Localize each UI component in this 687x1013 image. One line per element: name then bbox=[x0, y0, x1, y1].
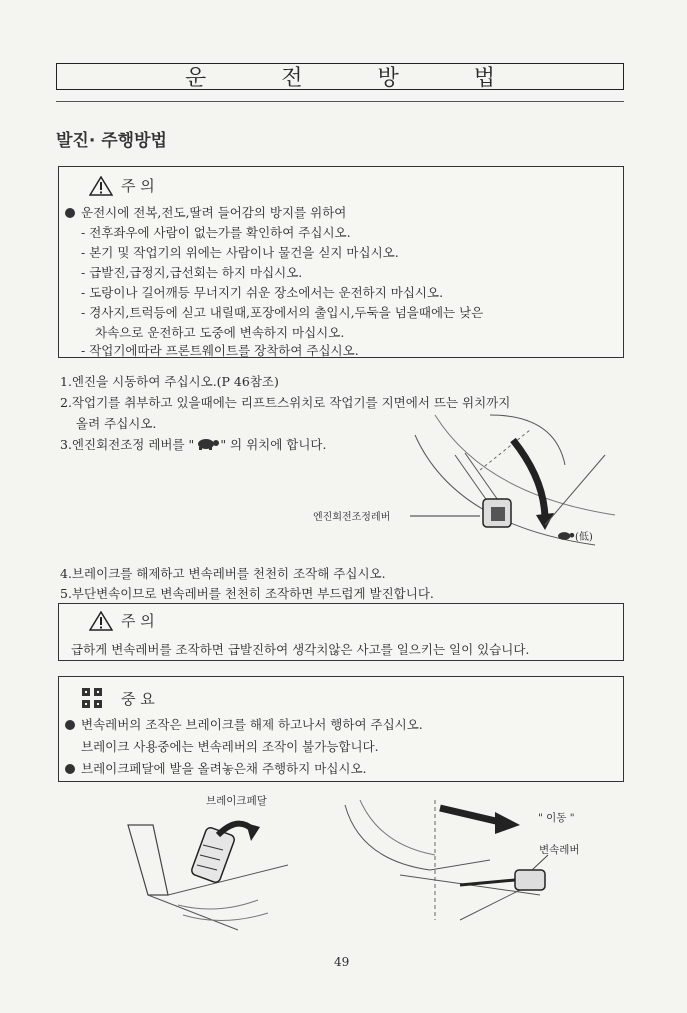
page-number: 49 bbox=[334, 955, 350, 969]
caution-text: 급하게 변속레버를 조작하면 급발진하여 생각치않은 사고를 일으키는 일이 있습니다. bbox=[71, 642, 530, 657]
important-line: 브레이크 사용중에는 변속레버의 조작이 불가능합니다. bbox=[81, 739, 379, 754]
important-line: 변속레버의 조작은 브레이크를 해제 하고나서 행하여 주십시오. bbox=[65, 715, 423, 733]
warning-triangle-icon bbox=[89, 611, 113, 631]
caution-line: - 작업기에따라 프론트웨이트를 장착하여 주십시오. bbox=[81, 343, 359, 358]
step-text: 올려 주십시오. bbox=[76, 416, 157, 431]
caution-line: - 도랑이나 길어깨등 무너지기 쉬운 장소에서는 운전하지 마십시오. bbox=[81, 285, 444, 300]
section-heading: 발진· 주행방법 bbox=[56, 131, 167, 151]
caution-line: - 급발진,급정지,급선회는 하지 마십시오. bbox=[81, 265, 303, 280]
caution-heading-label: 주 의 bbox=[121, 612, 155, 630]
step-text: 2.작업기를 취부하고 있을때에는 리프트스위치로 작업기를 지면에서 뜨는 위치까지 bbox=[60, 395, 511, 410]
step-text: 5.부단변속이므로 변속레버를 천천히 조작하면 부드럽게 발진합니다. bbox=[60, 586, 434, 601]
brake-pedal-illustration bbox=[118, 805, 318, 935]
move-label: " 이동 " bbox=[538, 812, 575, 824]
bullet-dot bbox=[65, 208, 75, 218]
caution-line: 운전시에 전복,전도,딸려 들어감의 방지를 위하여 bbox=[65, 203, 346, 221]
engine-lever-label: 엔진회전조정레버 bbox=[313, 512, 391, 523]
step-text: 1.엔진을 시동하여 주십시오.(P 46참조) bbox=[60, 374, 279, 389]
label-leader-line bbox=[410, 514, 480, 518]
low-speed-label: (低) bbox=[555, 528, 593, 543]
warning-triangle-icon bbox=[89, 176, 113, 196]
title-underline bbox=[56, 101, 624, 102]
turtle-icon bbox=[194, 438, 220, 450]
shift-lever-label: 변속레버 bbox=[539, 844, 580, 856]
caution-line: 차속으로 운전하고 도중에 변속하지 마십시오. bbox=[95, 325, 345, 340]
caution-line: - 본기 및 작업기의 위에는 사람이나 물건을 싣지 마십시오. bbox=[81, 245, 399, 260]
important-heading bbox=[81, 687, 155, 709]
important-icon bbox=[81, 687, 103, 709]
caution-line: - 경사지,트럭등에 싣고 내릴때,포장에서의 출입시,두둑을 넘을때에는 낮은 bbox=[81, 305, 484, 320]
turtle-icon bbox=[555, 531, 575, 541]
caution-heading bbox=[89, 610, 155, 631]
brake-pedal-label: 브레이크페달 bbox=[206, 795, 267, 807]
caution-heading-label: 주 의 bbox=[121, 177, 155, 195]
bullet-dot bbox=[65, 720, 75, 730]
step-text: 4.브레이크를 해제하고 변속레버를 천천히 조작해 주십시오. bbox=[60, 566, 386, 581]
page-title: 운 전 방 법 bbox=[56, 63, 624, 90]
caution-line: - 전후좌우에 사람이 없는가를 확인하여 주십시오. bbox=[81, 225, 351, 240]
important-box bbox=[58, 676, 624, 782]
caution-heading bbox=[89, 175, 155, 196]
step-text: 3.엔진회전조정 레버를 " " 의 위치에 합니다. bbox=[60, 437, 327, 452]
important-heading-label: 중 요 bbox=[121, 689, 155, 708]
bullet-dot bbox=[65, 764, 75, 774]
important-line: 브레이크페달에 발을 올려놓은채 주행하지 마십시오. bbox=[65, 759, 367, 777]
caution-box bbox=[58, 603, 624, 661]
caution-box bbox=[58, 166, 624, 358]
